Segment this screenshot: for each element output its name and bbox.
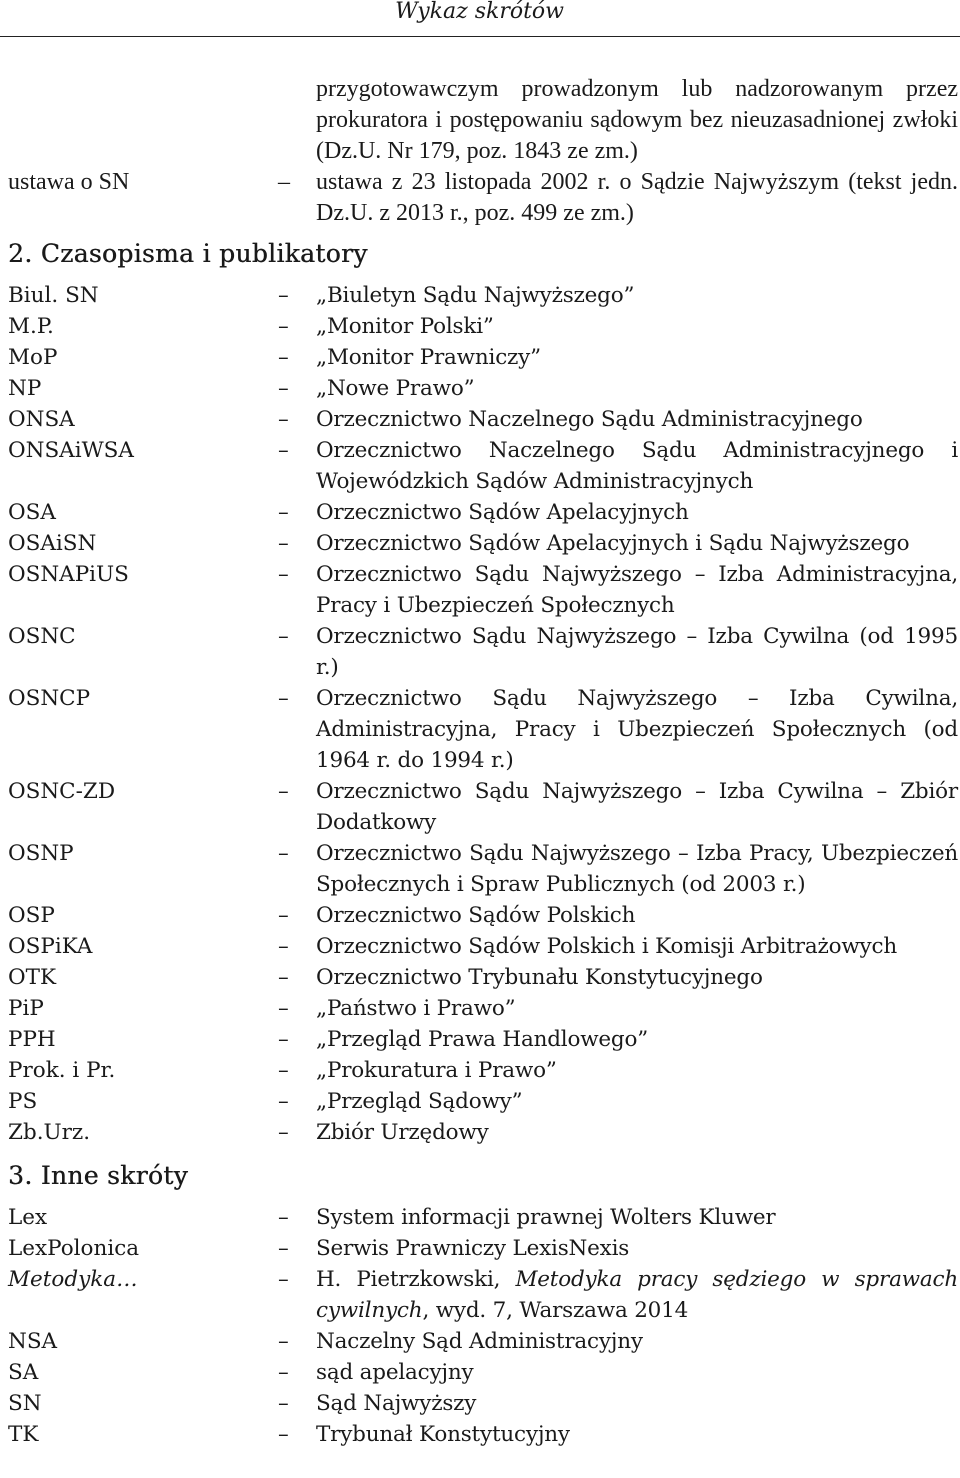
entry-desc: Orzecznictwo Naczelnego Sądu Administracyjnego [316, 407, 863, 432]
entry-desc: „Biuletyn Sądu Najwyższego” [316, 283, 635, 308]
continuation-entry [8, 74, 958, 167]
entry-abbr: OTK [8, 965, 57, 990]
list-item [8, 342, 958, 373]
entry-desc: Orzecznictwo Sądów Polskich [316, 903, 636, 928]
entry-desc: Orzecznictwo Sądu Najwyższego – Izba Cywilna, Administracyjna, Pracy i Ubezpieczeń Społecznych (od 1964 r. do 1994 r.) [316, 686, 958, 773]
entry-sa [8, 1357, 958, 1388]
entry-abbr: OSA [8, 500, 56, 525]
list-item [8, 1086, 958, 1117]
entry-abbr: OSPiKA [8, 934, 93, 959]
list-item [8, 1024, 958, 1055]
entry-abbr: PPH [8, 1027, 56, 1052]
entry-dash: – [278, 1267, 289, 1292]
list-item [8, 776, 958, 838]
entry-dash: – [278, 438, 289, 463]
entry-desc: „Nowe Prawo” [316, 376, 475, 401]
entry-abbr: OSNC [8, 624, 76, 649]
entry-dash: – [278, 531, 289, 556]
citation-details: , wyd. 7, Warszawa 2014 [422, 1298, 689, 1323]
list-item [8, 931, 958, 962]
entry-abbr: PiP [8, 996, 44, 1021]
entry-desc: „Przegląd Prawa Handlowego” [316, 1027, 649, 1052]
entry-metodyka [8, 1264, 958, 1326]
entry-dash: – [278, 1329, 289, 1354]
entry-dash: – [278, 1422, 289, 1447]
entry-desc: Trybunał Konstytucyjny [316, 1422, 570, 1447]
entry-dash: – [278, 934, 289, 959]
entry-dash: – [278, 376, 289, 401]
entry-desc: System informacji prawnej Wolters Kluwer [316, 1205, 776, 1230]
entry-desc: Orzecznictwo Sądu Najwyższego – Izba Cywilna (od 1995 r.) [316, 624, 958, 680]
entry-desc: Serwis Prawniczy LexisNexis [316, 1236, 630, 1261]
entry-desc: Sąd Najwyższy [316, 1391, 477, 1416]
entry-dash: – [278, 965, 289, 990]
entry-desc: Orzecznictwo Sądu Najwyższego – Izba Cywilna – Zbiór Dodatkowy [316, 779, 958, 835]
entry-desc: Orzecznictwo Sądu Najwyższego – Izba Pracy, Ubezpieczeń Społecznych i Spraw Publicznych (od 2003 r.) [316, 841, 958, 897]
entry-dash: – [278, 624, 289, 649]
entry-dash: – [278, 903, 289, 928]
entry-desc: Orzecznictwo Sądów Polskich i Komisji Arbitrażowych [316, 934, 897, 959]
entry-lexpolonica [8, 1233, 958, 1264]
entry-desc: „Przegląd Sądowy” [316, 1089, 523, 1114]
list-item [8, 993, 958, 1024]
list-item [8, 404, 958, 435]
list-item [8, 435, 958, 497]
entry-sn [8, 1388, 958, 1419]
entry-dash: – [278, 314, 289, 339]
running-header-title: Wykaz skrótów [395, 0, 564, 24]
entry-desc: „Państwo i Prawo” [316, 996, 516, 1021]
entry-abbr: OSAiSN [8, 531, 97, 556]
entry-abbr: Lex [8, 1205, 48, 1230]
entry-desc: Orzecznictwo Trybunału Konstytucyjnego [316, 965, 763, 990]
entry-abbr: ONSAiWSA [8, 438, 134, 463]
entry-abbr: OSP [8, 903, 55, 928]
list-item [8, 528, 958, 559]
entry-dash: – [278, 1236, 289, 1261]
entry-abbr: SN [8, 1391, 42, 1416]
entry-dash: – [278, 686, 289, 711]
entry-abbr: ONSA [8, 407, 75, 432]
entry-abbr: Zb.Urz. [8, 1120, 91, 1145]
entry-dash: – [278, 169, 290, 195]
entry-dash: – [278, 1058, 289, 1083]
entry-abbr: Biul. SN [8, 283, 99, 308]
entry-abbr: OSNCP [8, 686, 91, 711]
entry-desc: Orzecznictwo Naczelnego Sądu Administracyjnego i Wojewódzkich Sądów Administracyjnych [316, 438, 958, 494]
list-item [8, 311, 958, 342]
entry-desc: Zbiór Urzędowy [316, 1120, 489, 1145]
list-item [8, 497, 958, 528]
entry-abbr: Prok. i Pr. [8, 1058, 116, 1083]
list-item [8, 900, 958, 931]
entry-desc: Orzecznictwo Sądów Apelacyjnych [316, 500, 689, 525]
entry-desc: „Monitor Prawniczy” [316, 345, 541, 370]
section-heading-czasopisma: 2. Czasopisma i publikatory [8, 239, 368, 268]
entry-dash: – [278, 1120, 289, 1145]
section-heading-inne-skroty: 3. Inne skróty [8, 1161, 188, 1190]
entry-abbr: MoP [8, 345, 58, 370]
entry-tk [8, 1419, 958, 1450]
entry-abbr: PS [8, 1089, 38, 1114]
citation-author: H. Pietrzkowski, [316, 1267, 516, 1292]
citation-title: Metodyka pracy sędziego w sprawach cywilnych [316, 1267, 958, 1323]
entry-desc [316, 1264, 958, 1326]
entry-dash: – [278, 1089, 289, 1114]
entry-abbr: M.P. [8, 314, 54, 339]
entry-abbr: NP [8, 376, 42, 401]
entry-abbr: LexPolonica [8, 1236, 140, 1261]
list-item [8, 683, 958, 776]
section-czasopisma-list [8, 280, 958, 1148]
abbreviation-list [8, 74, 958, 1450]
entry-dash: – [278, 1391, 289, 1416]
entry-abbr: SA [8, 1360, 39, 1385]
entry-dash: – [278, 1360, 289, 1385]
entry-dash: – [278, 500, 289, 525]
entry-abbr: TK [8, 1422, 39, 1447]
entry-abbr: Metodyka… [8, 1267, 138, 1292]
entry-abbr: NSA [8, 1329, 58, 1354]
entry-abbr: OSNP [8, 841, 74, 866]
entry-desc: „Monitor Polski” [316, 314, 494, 339]
entry-dash: – [278, 996, 289, 1021]
entry-dash: – [278, 283, 289, 308]
entry-desc: Orzecznictwo Sądów Apelacyjnych i Sądu Najwyższego [316, 531, 910, 556]
list-item [8, 962, 958, 993]
entry-desc: sąd apelacyjny [316, 1360, 474, 1385]
entry-desc: „Prokuratura i Prawo” [316, 1058, 557, 1083]
entry-abbr: OSNAPiUS [8, 562, 129, 587]
entry-dash: – [278, 407, 289, 432]
page-header [0, 0, 960, 37]
list-item [8, 838, 958, 900]
entry-abbr: OSNC-ZD [8, 779, 116, 804]
entry-lex [8, 1202, 958, 1233]
entry-dash: – [278, 779, 289, 804]
list-item [8, 280, 958, 311]
entry-desc: Orzecznictwo Sądu Najwyższego – Izba Administracyjna, Pracy i Ubezpieczeń Społecznych [316, 562, 958, 618]
entry-nsa [8, 1326, 958, 1357]
entry-dash: – [278, 345, 289, 370]
entry-dash: – [278, 562, 289, 587]
continuation-text: przygotowawczym prowadzonym lub nadzorowanym przez prokuratora i postępowaniu sądowym bez nieuzasadnionej zwłoki (Dz.U. Nr 179, poz. 1843 ze zm.) [316, 76, 958, 164]
entry-dash: – [278, 1205, 289, 1230]
entry-desc: ustawa z 23 listopada 2002 r. o Sądzie Najwyższym (tekst jedn. Dz.U. z 2013 r., poz. 499 ze zm.) [316, 169, 958, 226]
list-item [8, 559, 958, 621]
section-inne-skroty-list [8, 1202, 958, 1450]
list-item [8, 1055, 958, 1086]
entry-desc: Naczelny Sąd Administracyjny [316, 1329, 643, 1354]
list-item [8, 373, 958, 404]
list-item [8, 621, 958, 683]
entry-dash: – [278, 841, 289, 866]
entry-abbr: ustawa o SN [8, 169, 130, 195]
entry-dash: – [278, 1027, 289, 1052]
list-item [8, 1117, 958, 1148]
entry-ustawa-o-sn [8, 167, 958, 229]
